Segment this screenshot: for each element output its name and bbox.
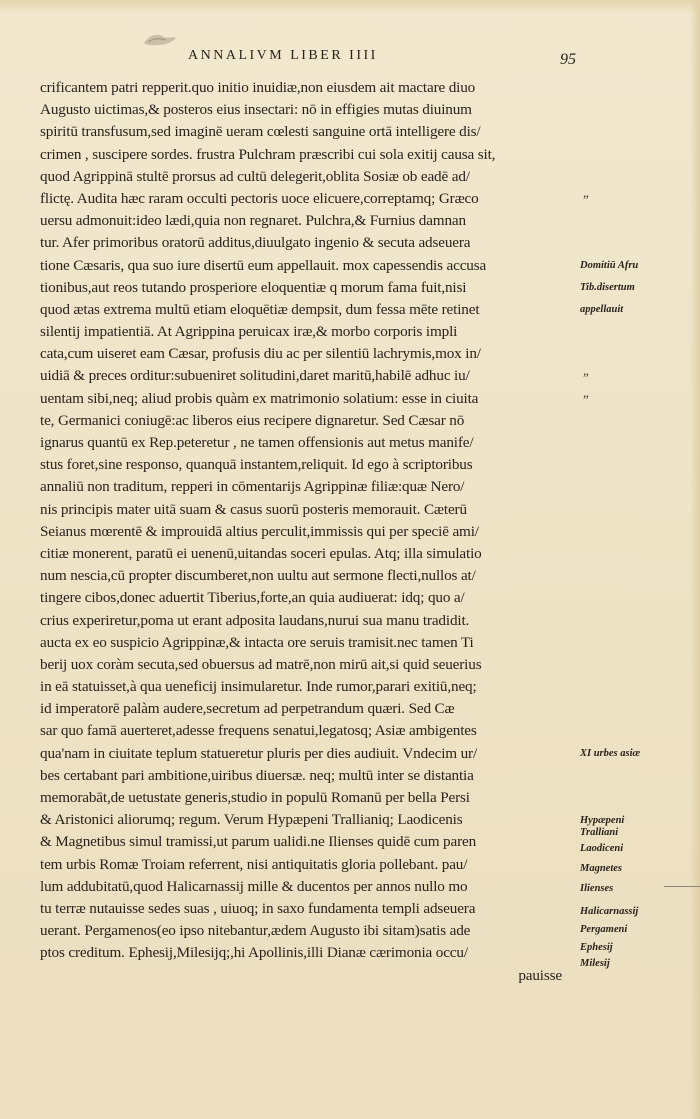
margin-note: appellauit xyxy=(580,304,624,315)
text-line: spiritū transfusum,sed imaginē ueram cœlesti sanguine ortā intelligere dis/ xyxy=(40,123,481,141)
text-line: sar quo famā auerteret,adesse frequens senatui,legatosq; Asiæ ambigentes xyxy=(40,722,477,740)
text-line: quod Agrippinā stultē prorsus ad cultū delegerit,oblita Sosiæ ob eadē ad/ xyxy=(40,167,470,185)
text-line: tem urbis Romæ Troiam referrent, nisi antiquitatis gloria pollebant. pau/ xyxy=(40,855,468,873)
text-line: crius experiretur,poma ut erant adposita laudans,nurui sua manu tradidit. xyxy=(40,611,470,629)
page-number: 95 xyxy=(560,51,576,68)
margin-note: Magnetes xyxy=(580,863,622,875)
paper-stain xyxy=(0,0,700,14)
text-line: uerant. Pergamenos(eo ipso nitebantur,ædem Augusto ibi sitam)satis ade xyxy=(40,922,471,940)
text-line: tione Cæsaris, qua suo iure disertū eum appellauit. mox capessendis accusa xyxy=(40,256,487,274)
margin-note: Hypæpeni xyxy=(580,814,625,826)
text-line: in eā statuisset,à qua ueneficij insimularetur. Inde rumor,parari exitiū,neq; xyxy=(40,678,477,696)
text-line: uidiā & preces orditur:subueniret solitudini,daret maritū,habilē adhuc iu/ xyxy=(40,367,470,385)
margin-note: Pergameni xyxy=(580,924,628,936)
margin-note: Laodiceni xyxy=(580,843,624,855)
margin-note: Ilienses xyxy=(580,883,614,895)
text-line: crificantem patri repperit.quo initio inuidiæ,non eiusdem ait mactare diuo xyxy=(40,79,476,96)
margin-note: XI urbes asiæ xyxy=(580,748,641,759)
text-line: tionibus,aut reos tutando prosperiore eloquentiæ q morum fama fuit,nisi xyxy=(40,278,467,296)
running-header: ANNALIVM LIBER IIII xyxy=(188,48,378,63)
quote-mark: ” xyxy=(583,192,589,207)
margin-note: Ephesij xyxy=(580,942,613,954)
text-line: stus foret,sine responso, quanquā instantem,reliquit. Id ego à scriptoribus xyxy=(40,456,473,474)
text-line: berij uox coràm secuta,sed obuersus ad matrē,non mirū ait,si quid seuerius xyxy=(40,655,482,673)
text-line: cata,cum uiseret eam Cæsar, profusis diu ac per silentiū lachrymis,mox in/ xyxy=(40,345,481,363)
text-line: tingere cibos,donec aduertit Tiberius,forte,an quia audiuerat: idq; quo a/ xyxy=(40,589,465,607)
text-line: & Magnetibus simul tramissi,ut parum ualidi.ne Ilienses quidē cum paren xyxy=(40,833,477,851)
text-line: lum addubitatū,quod Halicarnassij mille & ducentos per annos nullo mo xyxy=(40,877,468,895)
text-line: tur. Afer primoribus oratorū additus,diuulgato ingenio & secuta adseuera xyxy=(40,234,471,252)
page-edge-shadow xyxy=(690,0,700,1119)
margin-note: Domitiū Afru xyxy=(580,259,639,271)
body-text-column xyxy=(40,77,580,987)
printer-ornament-icon xyxy=(142,30,178,50)
margin-rule xyxy=(664,886,700,887)
text-line: aucta ex eo suspicio Agrippinæ,& intacta ore seruis tramisit.nec tamen Ti xyxy=(40,633,474,651)
text-line: qua'nam in ciuitate teplum statueretur pluris per dies audiuit. Vndecim ur/ xyxy=(40,744,478,762)
margin-note: Milesij xyxy=(580,957,610,969)
margin-note: Tib.disertum xyxy=(580,281,635,293)
text-line: ptos creditum. Ephesij,Milesijq;,hi Apollinis,illi Dianæ cærimonia occu/ xyxy=(40,944,468,962)
text-line: uersu admonuit:ideo lædi,quia non regnaret. Pulchra,& Furnius damnan xyxy=(40,212,466,230)
text-line: citiæ monerent, paratū ei uenenū,uitandas soceri epulas. Atq; illa simulatio xyxy=(40,544,482,562)
text-line: memorabāt,de uetustate generis,studio in populū Romanū per bella Persi xyxy=(40,789,470,806)
text-line: Seianus mœrentē & improuidā altius perculit,immissis qui per speciē ami/ xyxy=(40,522,479,540)
text-line: annaliū non traditum, repperi in cōmentarijs Agrippinæ filiæ:quæ Nero/ xyxy=(40,478,465,496)
text-line: silentij impatientiā. At Agrippina peruicax iræ,& morbo corporis impli xyxy=(40,323,458,341)
text-line: pauisse xyxy=(518,966,562,984)
text-line: flictę. Audita hæc raram occulti pectoris uoce elicuere,correptamq; Græco xyxy=(40,189,479,207)
text-line: crimen , suscipere sordes. frustra Pulchram præscribi cui sola exitij causa sit, xyxy=(40,145,496,163)
text-line: & Aristonici aliorumq; regum. Verum Hypæpeni Trallianiq; Laodicenis xyxy=(40,811,463,829)
margin-note: Tralliani xyxy=(580,826,619,838)
margin-note: Halicarnassij xyxy=(580,905,639,917)
text-line: quod ætas extrema multū etiam eloquētiæ dempsit, dum fessa mēte retinet xyxy=(40,300,480,318)
text-line: bes certabant pari ambitione,uiribus diuersæ. neq; multū inter se distantia xyxy=(40,766,474,784)
text-line: id imperatorē palàm audere,secretum ad perpetrandum quæri. Sed Cæ xyxy=(40,700,455,718)
text-line: num nescia,cū propter discumberet,non uultu aut sermone flecti,nullos at/ xyxy=(40,567,476,585)
quote-mark: ” xyxy=(583,391,589,407)
text-line: tu terræ nutauisse sedes suas , uiuoq; in saxo fundamenta templi adseuera xyxy=(40,899,476,917)
text-line: nis principis mater uitā suam & casus suorū posteris memorauit. Cæterū xyxy=(40,500,467,518)
text-line: Augusto uictimas,& posteros eius insectari: nō in effigies mutas diuinum xyxy=(40,101,472,119)
text-line: te, Germanici coniugē:ac liberos eius recipere dignaretur. Sed Cæsar nō xyxy=(40,411,465,429)
text-line: uentam sibi,neq; aliud probis quàm ex matrimonio solatium: esse in ciuita xyxy=(40,389,479,407)
quote-mark: ” xyxy=(583,369,589,385)
text-line: ignarus quantū ex Rep.peteretur , ne tamen offensionis aut metus manife/ xyxy=(40,434,474,451)
